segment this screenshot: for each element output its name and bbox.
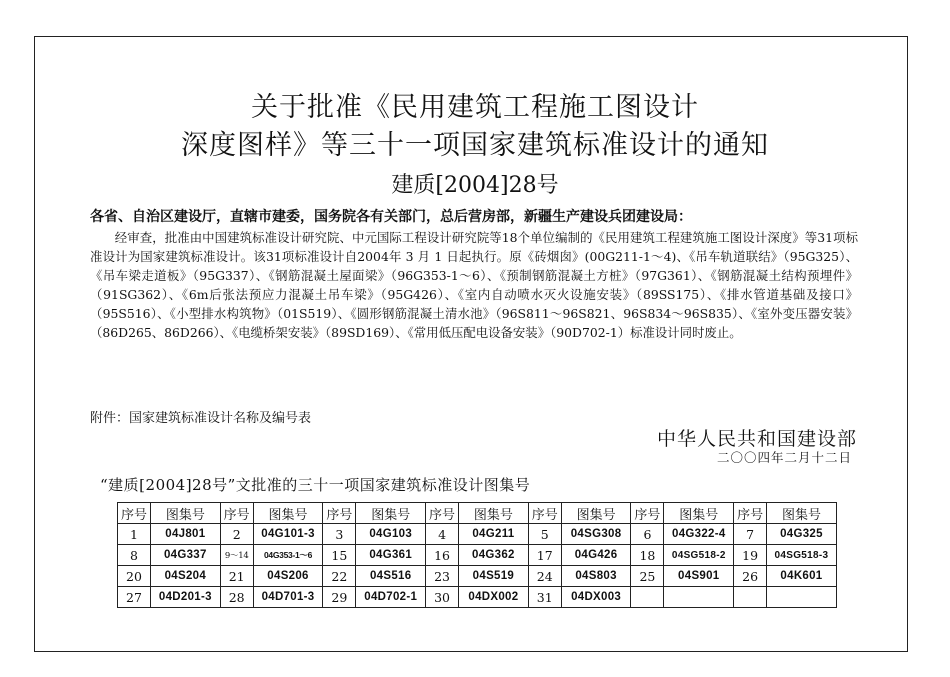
table-cell-code: 04G353-1～6 [253, 545, 323, 566]
table-caption: “建质[2004]28号”文批准的三十一项国家建筑标准设计图集号 [100, 476, 531, 494]
table-cell-code: 04G101-3 [253, 524, 323, 545]
table-cell-code: 04K601 [767, 566, 837, 587]
table-cell-seq: 9～14 [220, 545, 253, 566]
table-cell-code: 04S516 [356, 566, 426, 587]
table-cell-code: 04D201-3 [151, 587, 221, 608]
header-seq: 序号 [426, 503, 459, 524]
table-cell-seq [631, 587, 664, 608]
header-code: 图集号 [767, 503, 837, 524]
table-cell-code: 04G361 [356, 545, 426, 566]
table-row [118, 566, 837, 587]
header-code: 图集号 [356, 503, 426, 524]
header-seq: 序号 [118, 503, 151, 524]
table-cell-code: 04SG518-2 [664, 545, 734, 566]
table-cell-code: 04G426 [561, 545, 631, 566]
table-cell-code: 04S206 [253, 566, 323, 587]
table-cell-code: 04J801 [151, 524, 221, 545]
header-code: 图集号 [459, 503, 529, 524]
header-code: 图集号 [561, 503, 631, 524]
table-cell-code: 04G325 [767, 524, 837, 545]
header-seq: 序号 [323, 503, 356, 524]
table-cell-code [767, 587, 837, 608]
header-code: 图集号 [253, 503, 323, 524]
table-cell-code: 04S204 [151, 566, 221, 587]
table-cell-seq: 26 [734, 566, 767, 587]
table-cell-seq: 28 [220, 587, 253, 608]
table-cell-seq: 23 [426, 566, 459, 587]
table-cell-code: 04S901 [664, 566, 734, 587]
table-cell-seq: 18 [631, 545, 664, 566]
table-cell-seq: 31 [528, 587, 561, 608]
addressee-line: 各省、自治区建设厅，直辖市建委，国务院各有关部门，总后营房部，新疆生产建设兵团建设局： [90, 209, 692, 225]
table-cell-seq: 22 [323, 566, 356, 587]
table-cell-code: 04S803 [561, 566, 631, 587]
header-code: 图集号 [151, 503, 221, 524]
table-cell-seq: 21 [220, 566, 253, 587]
table-cell-code: 04S519 [459, 566, 529, 587]
table-cell-code: 04DX003 [561, 587, 631, 608]
table-header-row [118, 503, 837, 524]
table-cell-seq: 16 [426, 545, 459, 566]
table-cell-code: 04SG308 [561, 524, 631, 545]
table-cell-code: 04G362 [459, 545, 529, 566]
table-cell-code: 04G103 [356, 524, 426, 545]
header-seq: 序号 [734, 503, 767, 524]
table-cell-seq: 17 [528, 545, 561, 566]
table-cell-seq: 20 [118, 566, 151, 587]
header-code: 图集号 [664, 503, 734, 524]
table-cell-seq: 25 [631, 566, 664, 587]
header-seq: 序号 [631, 503, 664, 524]
table-cell-seq [734, 587, 767, 608]
table-cell-code: 04D702-1 [356, 587, 426, 608]
table-row [118, 545, 837, 566]
table-cell-seq: 5 [528, 524, 561, 545]
table-cell-code: 04DX002 [459, 587, 529, 608]
issuing-authority: 中华人民共和国建设部 [656, 428, 857, 450]
title-line-2: 深度图样》等三十一项国家建筑标准设计的通知 [181, 130, 769, 161]
table-cell-seq: 4 [426, 524, 459, 545]
table-cell-code: 04D701-3 [253, 587, 323, 608]
table-cell-code: 04G322-4 [664, 524, 734, 545]
table-cell-seq: 24 [528, 566, 561, 587]
table-cell-seq: 29 [323, 587, 356, 608]
table-cell-seq: 2 [220, 524, 253, 545]
table-cell-seq: 30 [426, 587, 459, 608]
table-row [118, 524, 837, 545]
attachment-line: 附件：国家建筑标准设计名称及编号表 [90, 411, 312, 426]
table-cell-seq: 3 [323, 524, 356, 545]
table-cell-code: 04G337 [151, 545, 221, 566]
header-seq: 序号 [528, 503, 561, 524]
table-cell-code: 04SG518-3 [767, 545, 837, 566]
table-cell-seq: 1 [118, 524, 151, 545]
title-line-1: 关于批准《民用建筑工程施工图设计 [251, 92, 699, 123]
table-cell-seq: 8 [118, 545, 151, 566]
table-row [118, 587, 837, 608]
table-cell-seq: 27 [118, 587, 151, 608]
catalog-table [117, 502, 837, 608]
table-cell-seq: 7 [734, 524, 767, 545]
table-cell-code [664, 587, 734, 608]
document-number: 建质[2004]28号 [391, 173, 559, 198]
header-seq: 序号 [220, 503, 253, 524]
table-cell-seq: 19 [734, 545, 767, 566]
table-cell-seq: 15 [323, 545, 356, 566]
issue-date: 二〇〇四年二月十二日 [716, 450, 852, 465]
table-cell-seq: 6 [631, 524, 664, 545]
body-paragraph: 经审查，批准由中国建筑标准设计研究院、中元国际工程设计研究院等18个单位编制的《民用建筑工程建筑施工图设计深度》等31项标准设计为国家建筑标准设计。该31项标准设计自2004年 3 月 1 日起执行。原《砖烟囱》(00G211-1～4)、《吊车轨道联结》（95G325）、《吊车梁走道板》（95G337）、《钢筋混凝土屋面梁》（96G353-1～6）、《预制钢筋混凝土方桩》（97G361）、《钢筋混凝土结构预埋件》（91SG362）、《6m后张法预应力混凝土吊车梁》（95G426）、《室内自动喷水灭火设施安装》（89SS175）、《排水管道基础及接口》（95S516）、《小型排水构筑物》（01S519）、《圆形钢筋混凝土清水池》（96S811～96S821、96S834～96S835）、《室外变压器安装》（86D265、86D266）、《电缆桥架安装》（89SD169）、《常用低压配电设备安装》（90D702-1）标准设计同时废止。 [90, 230, 858, 340]
table-cell-code: 04G211 [459, 524, 529, 545]
